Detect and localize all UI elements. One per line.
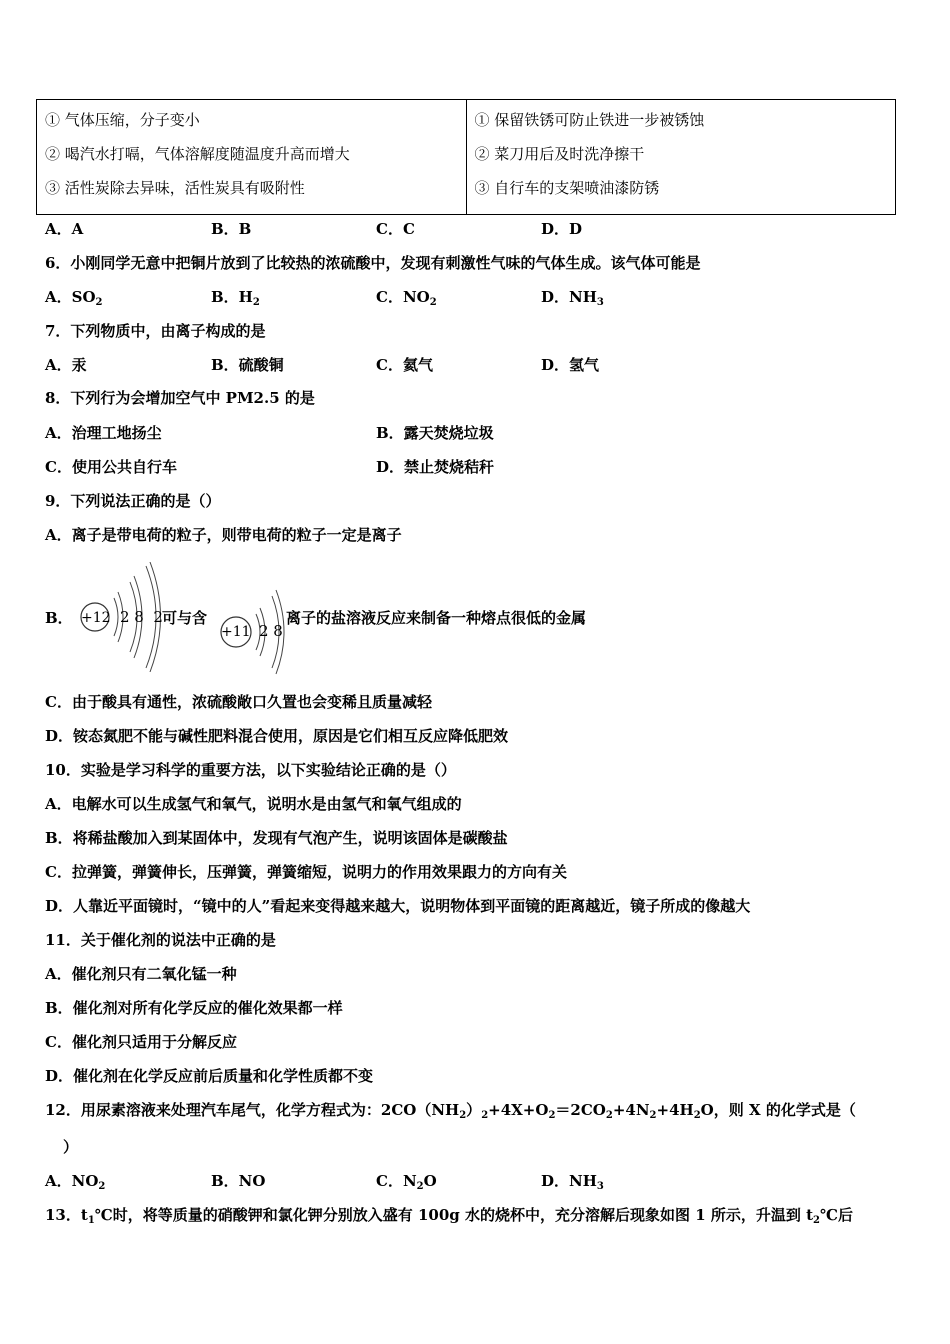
table-left-cell <box>37 100 467 215</box>
q5-option-b: B．B <box>211 220 252 238</box>
q6-option-b: B．$H_2$ <box>211 288 260 308</box>
table-right-line-1: ① 保留铁锈可防止铁进一步被锈蚀 <box>474 111 705 129</box>
q5-option-d: D．D <box>541 220 583 238</box>
q12-stem: 12．用尿素溶液来处理汽车尾气，化学方程式为：$2CO(NH_2)_2+4X+O_2=2CO_2+4N_2+4H_2O$，则 X 的化学式是（ <box>45 1101 856 1121</box>
q6-option-c: C．$NO_2$ <box>376 288 437 308</box>
q9-option-a: A．离子是带电荷的粒子，则带电荷的粒子一定是离子 <box>45 526 402 544</box>
q11-option-b: B．催化剂对所有化学反应的催化效果都一样 <box>45 999 343 1017</box>
q12-option-a: A．$NO_2$ <box>45 1172 106 1192</box>
q8-option-c: C．使用公共自行车 <box>45 458 177 476</box>
na-shell-electrons: 2 8 <box>259 622 283 640</box>
q10-stem: 10．实验是学习科学的重要方法，以下实验结论正确的是（） <box>45 761 456 779</box>
na-nucleus-charge: +11 <box>221 624 251 640</box>
q5-option-c: C．C <box>376 220 415 238</box>
q8-option-b: B．露天焚烧垃圾 <box>376 424 494 442</box>
q11-stem: 11．关于催化剂的说法中正确的是 <box>45 931 276 949</box>
q7-option-c: C．氦气 <box>376 356 433 374</box>
q9-option-b-middle: 可与含 <box>162 609 208 627</box>
q12-option-d: D．$NH_3$ <box>541 1172 604 1192</box>
q9-option-d: D．铵态氮肥不能与碱性肥料混合使用，原因是它们相互反应降低肥效 <box>45 727 509 745</box>
q11-option-a: A．催化剂只有二氧化锰一种 <box>45 965 237 983</box>
q10-option-c: C．拉弹簧，弹簧伸长，压弹簧，弹簧缩短，说明力的作用效果跟力的方向有关 <box>45 863 567 881</box>
mg-shell-arc-1 <box>114 598 118 636</box>
q8-stem: 8．下列行为会增加空气中 PM2.5 的是 <box>45 389 315 407</box>
q8-option-d: D．禁止焚烧秸秆 <box>376 458 495 476</box>
comparison-table <box>36 99 896 215</box>
q12-stem-continuation: ） <box>63 1138 79 1156</box>
q7-option-a: A．汞 <box>45 356 87 374</box>
q7-option-b: B．硫酸铜 <box>211 356 284 374</box>
q8-option-a: A．治理工地扬尘 <box>45 424 162 442</box>
q12-option-b: B．NO <box>211 1172 266 1190</box>
q7-stem: 7．下列物质中，由离子构成的是 <box>45 322 266 340</box>
q6-stem: 6．小刚同学无意中把铜片放到了比较热的浓硫酸中，发现有刺激性气味的气体生成。该气体可能是 <box>45 254 701 272</box>
mg-nucleus-charge: +12 <box>81 610 111 626</box>
q6-option-a: A．$SO_2$ <box>45 288 103 308</box>
q9-option-b-label: B． <box>45 609 73 627</box>
q9-option-c: C．由于酸具有通性，浓硫酸敞口久置也会变稀且质量减轻 <box>45 693 432 711</box>
q9-option-b-tail: 离子的盐溶液反应来制备一种熔点很低的金属 <box>286 609 587 627</box>
q10-option-b: B．将稀盐酸加入到某固体中，发现有气泡产生，说明该固体是碳酸盐 <box>45 829 508 847</box>
table-right-line-3: ③ 自行车的支架喷油漆防锈 <box>474 179 660 197</box>
q10-option-a: A．电解水可以生成氢气和氧气，说明水是由氢气和氧气组成的 <box>45 795 462 813</box>
table-left-line-2: ② 喝汽水打嗝，气体溶解度随温度升高而增大 <box>45 145 350 163</box>
q10-option-d: D．人靠近平面镜时，“镜中的人”看起来变得越来越大，说明物体到平面镜的距离越近，镜子所成的像越大 <box>45 897 751 915</box>
mg-shell-electrons: 2 8 2 <box>120 608 163 626</box>
q13-stem: 13．$t_1℃$时，将等质量的硝酸钾和氯化钾分别放入盛有 100g 水的烧杯中，充分溶解后现象如图 1 所示，升温到 $t_2℃$后 <box>45 1206 853 1226</box>
table-right-cell <box>466 100 896 215</box>
table-left-line-1: ① 气体压缩，分子变小 <box>45 111 200 129</box>
q12-option-c: C．$N_2O$ <box>376 1172 437 1192</box>
table-left-line-3: ③ 活性炭除去异味，活性炭具有吸附性 <box>45 179 305 197</box>
q7-option-d: D．氢气 <box>541 356 600 374</box>
q11-option-c: C．催化剂只适用于分解反应 <box>45 1033 237 1051</box>
table-right-line-2: ② 菜刀用后及时洗净擦干 <box>474 145 645 163</box>
q6-option-d: D．$NH_3$ <box>541 288 604 308</box>
q5-option-a: A．A <box>45 220 84 238</box>
q11-option-d: D．催化剂在化学反应前后质量和化学性质都不变 <box>45 1067 374 1085</box>
q9-stem: 9．下列说法正确的是（） <box>45 492 221 510</box>
